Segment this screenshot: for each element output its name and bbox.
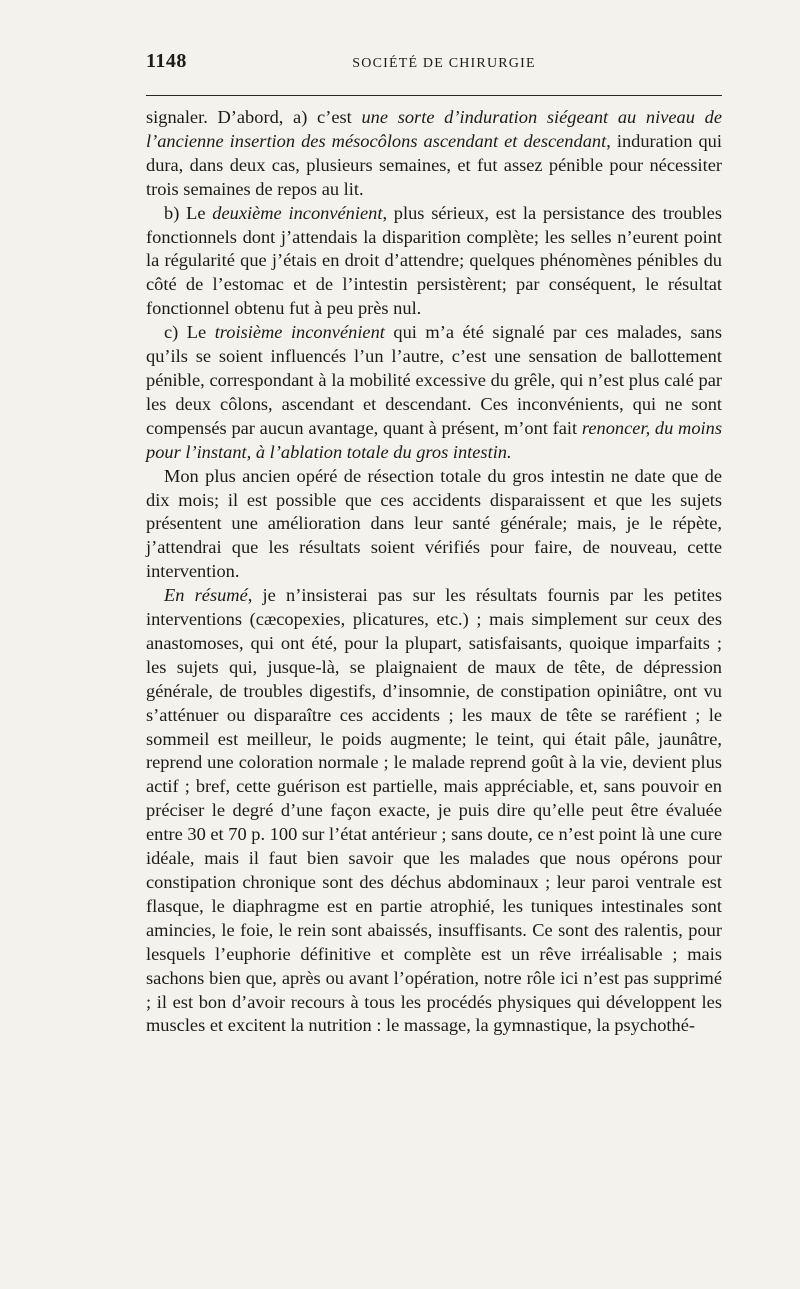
text-run: , je n’insisterai pas sur les résultats fournis par les petites interventions (cæcopexies, plicatures, etc.) ; mais simplement sur ceux des anastomoses, qui ont été, pour la plupart, satisfaisants, quoique imparfaits ; les sujets qui, jusque-là, se plaignaient de maux de tête, de dépression générale, de troubles digestifs, d’insomnie, de constipation opiniâtre, ont vu s’atténuer ou disparaître ces accidents ; les maux de tête se raréfient ; le sommeil est meilleur, le poids augmente; le teint, qui était pâle, jaunâtre, reprend une coloration normale ; le malade reprend goût à la vie, devient plus actif ; bref, cette guérison est partielle, mais appréciable, et, sans pouvoir en préciser le degré d’une façon exacte, je puis dire qu’elle peut être évaluée entre 30 et 70 p. 100 sur l’état antérieur ; sans doute, ce n’est point là une cure idéale, mais il faut bien savoir que les malades que nous opérons pour constipation chronique sont des déchus abdominaux ; leur paroi ventrale est flasque, le diaphragme est en partie atrophié, les tuniques intestinales sont amincies, le foie, le rein sont abaissés, insuffisants. Ce sont des ralentis, pour lesquels l’euphorie définitive et complète est un rêve irréalisable ; mais sachons bien que, après ou avant l’opération, notre rôle ici n’est pas supprimé ; il est bon d’avoir recours à tous les procédés physiques qui développent les muscles et excitent la nutrition : le massage, la gymnastique, la psychothé- [146, 585, 722, 1036]
text-run: c) Le [164, 322, 215, 343]
text-run: Mon plus ancien opéré de résection totale du gros intestin ne date que de dix mois; il est possible que ces accidents disparaissent et que les sujets présentent une amélioration dans leur santé générale; mais, je le répète, j’attendrai que les résultats soient vérifiés pour faire, de nouveau, cette intervention. [146, 465, 722, 582]
italic-run: troisième inconvénient [214, 322, 385, 343]
paragraph-3 [146, 321, 722, 464]
paragraph-4 [146, 465, 722, 585]
page-number: 1148 [146, 50, 187, 72]
header-rule [146, 95, 722, 96]
italic-run: une sorte d’induration siégeant au niveau de l’ancienne insertion des mésocôlons ascendant et descendant [146, 107, 722, 151]
text-run: b) Le [164, 202, 213, 223]
italic-run: deuxième inconvénient [212, 202, 383, 223]
running-title: SOCIÉTÉ DE CHIRURGIE [352, 56, 536, 71]
paragraph-1 [146, 106, 722, 202]
page-body [146, 106, 722, 1038]
paragraph-5 [146, 584, 722, 1038]
text-run: signaler. D’abord, a) c’est [146, 107, 362, 127]
page-header [146, 50, 722, 82]
paragraph-2 [146, 202, 722, 322]
text-run: , plus sérieux, est la persistance des troubles fonctionnels dont j’attendais la disparition complète; les selles n’eurent point la régularité que j’étais en droit d’attendre; quelques phénomènes pénibles du côté de l’estomac et de l’intestin persistèrent; par conséquent, le résultat fonctionnel obtenu fut à peu près nul. [146, 202, 722, 319]
italic-run: En résumé [164, 585, 248, 606]
italic-run: renoncer, du moins pour l’instant, à l’ablation totale du gros intestin. [146, 417, 722, 462]
text-run: , induration qui dura, dans deux cas, plusieurs semaines, et fut assez pénible pour nécessiter trois semaines de repos au lit. [146, 130, 722, 199]
text-run: qui m’a été signalé par ces malades, sans qu’ils se soient influencés l’un l’autre, c’est une sensation de ballottement pénible, correspondant à la mobilité excessive du grêle, qui n’est plus calé par les deux côlons, ascendant et descendant. Ces inconvénients, qui ne sont compensés par aucun avantage, quant à présent, m’ont fait [146, 322, 722, 438]
